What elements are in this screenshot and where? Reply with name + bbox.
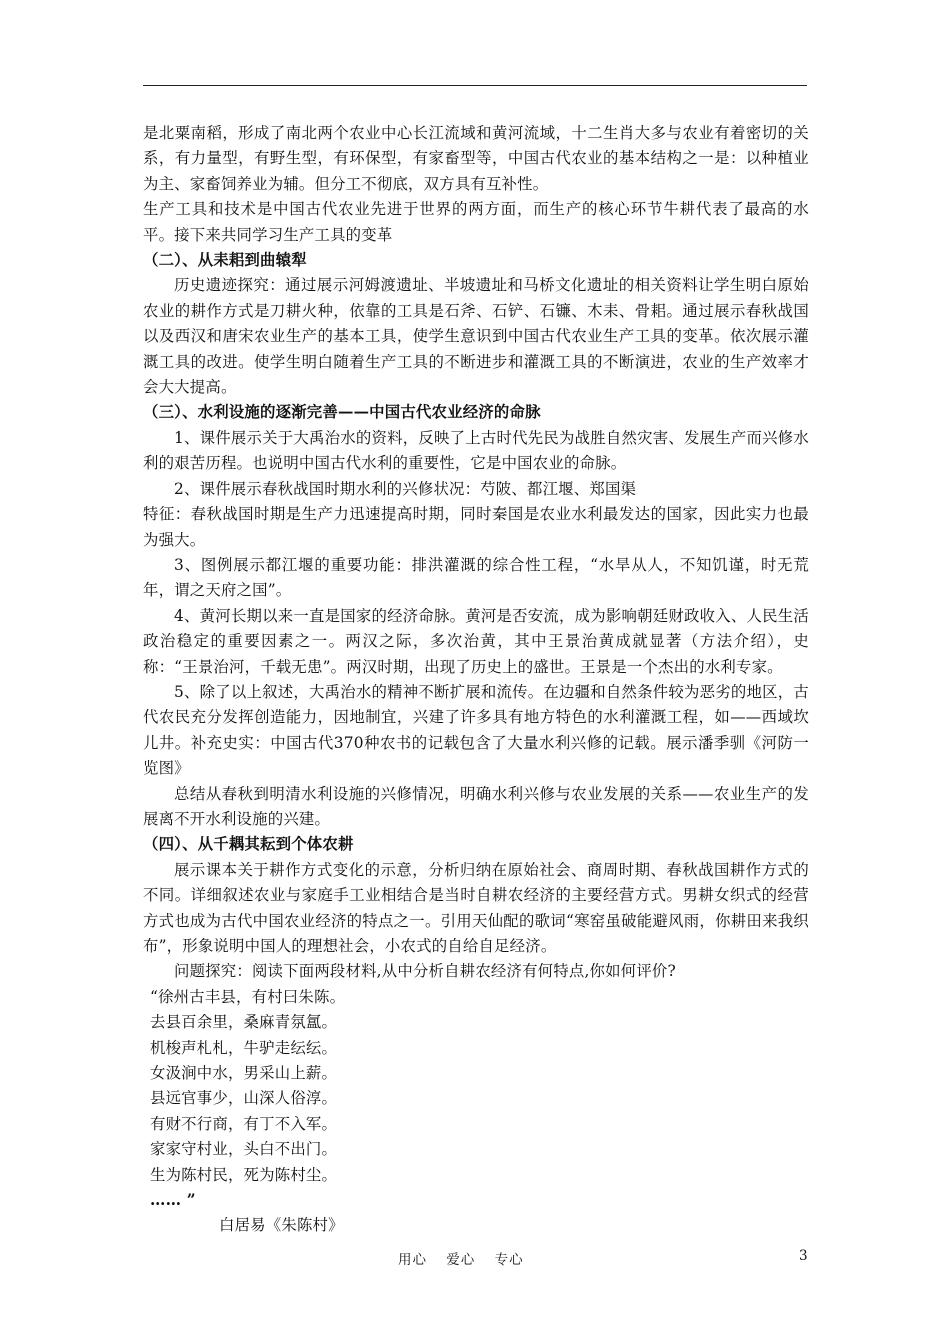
section-heading: （四）、从千耦其耘到个体农耕 (143, 835, 354, 854)
poem-line: 家家守村业，头白不出门。 (150, 1140, 338, 1159)
page-number: 3 (799, 1248, 808, 1264)
paragraph: 是北粟南稻，形成了南北两个农业中心长江流域和黄河流域，十二生肖大多与农业有着密切的关系，有力量型，有野生型，有环保型，有家畜型等，中国古代农业的基本结构之一是：以种植业为主、家畜饲养业为辅。但分工不彻底，双方具有互补性。 (143, 124, 809, 193)
section-heading: （三）、水利设施的逐渐完善——中国古代农业经济的命脉 (143, 403, 541, 422)
paragraph: 总结从春秋到明清水利设施的兴修情况，明确水利兴修与农业发展的关系——农业生产的发展离不开水利设施的兴建。 (143, 784, 809, 828)
paragraph: 2、课件展示春秋战国时期水利的兴修状况：芍陂、都江堰、郑国渠 (174, 479, 637, 498)
paragraph: 问题探究：阅读下面两段材料,从中分析自耕农经济有何特点,你如何评价? (174, 962, 676, 981)
footer-item: 专心 (494, 1252, 524, 1268)
paragraph: 展示课本关于耕作方式变化的示意，分析归纳在原始社会、商周时期、春秋战国耕作方式的不同。详细叙述农业与家庭手工业相结合是当时自耕农经济的主要经营方式。男耕女织式的经营方式也成为古代中国农业经济的特点之一。引用天仙配的歌词“寒窑虽破能避风雨，你耕田来我织布”，形象说明中国人的理想社会，小农式的自给自足经济。 (143, 860, 809, 955)
paragraph: 生产工具和技术是中国古代农业先进于世界的两方面，而生产的核心环节牛耕代表了最高的水平。接下来共同学习生产工具的变革 (143, 200, 809, 244)
poem-line: …… ” (150, 1191, 196, 1210)
paragraph: 历史遗迹探究：通过展示河姆渡遗址、半坡遗址和马桥文化遗址的相关资料让学生明白原始农业的耕作方式是刀耕火种，依靠的工具是石斧、石铲、石镰、木耒、骨耜。通过展示春秋战国以及西汉和唐宋农业生产的基本工具，使学生意识到中国古代农业生产工具的变革。依次展示灌溉工具的改进。使学生明白随着生产工具的不断进步和灌溉工具的不断演进，农业的生产效率才会大大提高。 (143, 276, 809, 397)
poem-line: 生为陈村民，死为陈村尘。 (150, 1165, 338, 1184)
poem-line: 去县百余里，桑麻青氛氲。 (150, 1013, 338, 1032)
poem-attribution: 白居易《朱陈村》 (219, 1216, 344, 1235)
page-footer (0, 1248, 950, 1270)
header-rule (143, 85, 807, 86)
paragraph: 特征：春秋战国时期是生产力迅速提高时期，同时秦国是农业水利最发达的国家，因此实力也最为强大。 (143, 505, 809, 549)
paragraph: 3、图例展示都江堰的重要功能：排洪灌溉的综合性工程，“水旱从人，不知饥谨，时无荒年，谓之天府之国”。 (143, 555, 809, 600)
footer-item: 用心 (398, 1252, 427, 1268)
paragraph: 5、除了以上叙述，大禹治水的精神不断扩展和流传。在边疆和自然条件较为恶劣的地区，古代农民充分发挥创造能力，因地制宜，兴建了许多具有地方特色的水利灌溉工程，如——西域坎儿井。补充史实：中国古代370种农书的记载包含了大量水利兴修的记载。展示潘季驯《河防一览图》 (143, 682, 809, 778)
paragraph: 1、课件展示关于大禹治水的资料，反映了上古时代先民为战胜自然灾害、发展生产而兴修水利的艰苦历程。也说明中国古代水利的重要性，它是中国农业的命脉。 (143, 428, 809, 473)
section-heading: （二）、从耒耜到曲辕犁 (143, 251, 307, 270)
poem-line: “徐州古丰县，有村曰朱陈。 (150, 987, 346, 1006)
footer-motto (398, 1248, 538, 1268)
footer-item: 爱心 (446, 1252, 476, 1268)
poem-line: 有财不行商，有丁不入军。 (150, 1114, 338, 1133)
poem (143, 985, 809, 1214)
poem-line: 县远官事少，山深人俗淳。 (150, 1089, 338, 1108)
poem-line: 女汲涧中水，男采山上薪。 (150, 1064, 338, 1083)
poem-line: 机梭声札札，牛驴走纭纭。 (150, 1038, 338, 1057)
document-body (143, 121, 809, 1239)
paragraph: 4、黄河长期以来一直是国家的经济命脉。黄河是否安流，成为影响朝廷财政收入、人民生活政治稳定的重要因素之一。两汉之际，多次治黄，其中王景治黄成就显著（方法介绍），史称：“王景治河，千载无患”。两汉时期，出现了历史上的盛世。王景是一个杰出的水利专家。 (143, 606, 809, 676)
